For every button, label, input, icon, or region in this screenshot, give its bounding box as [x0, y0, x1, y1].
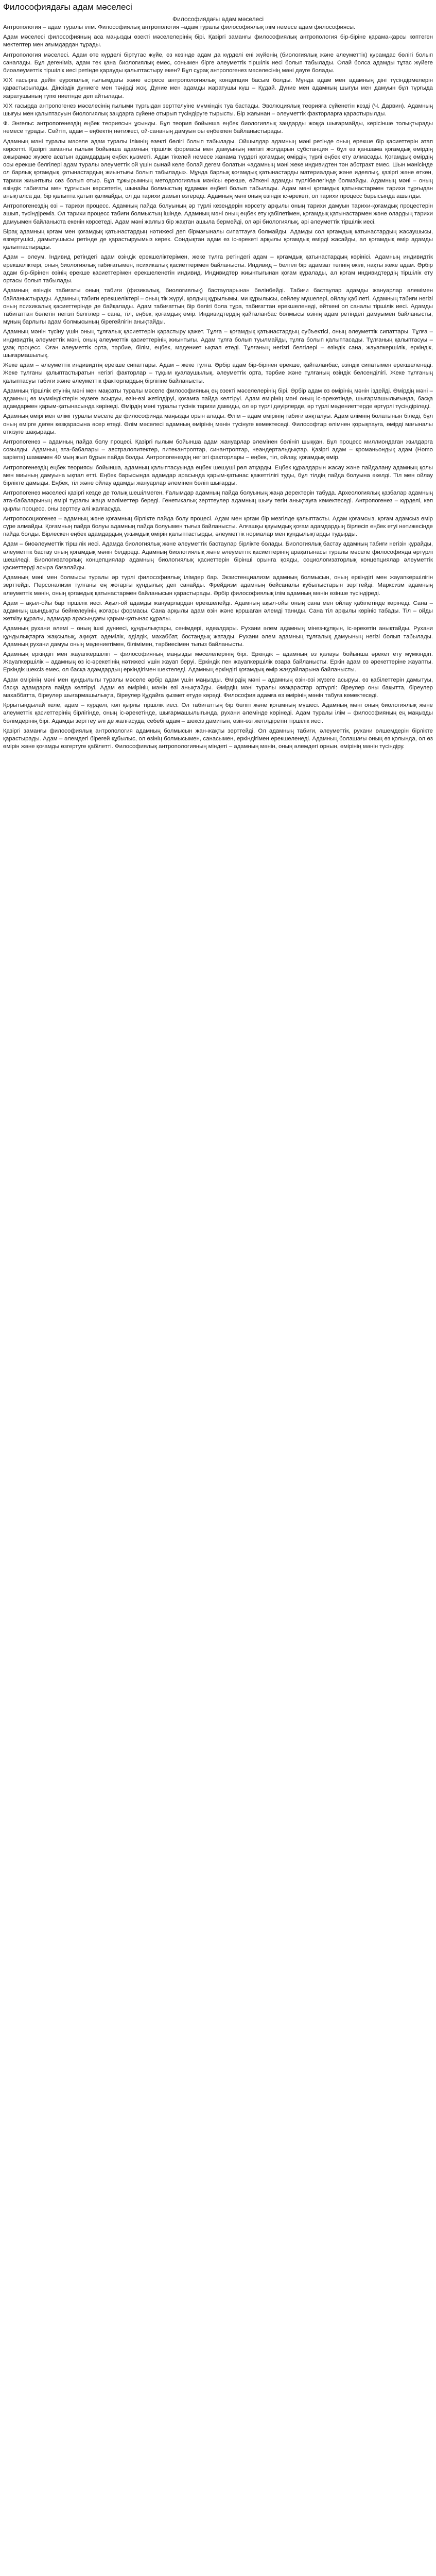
paragraph: Қорытындылай келе, адам – күрделі, көп қырлы тіршілік иесі. Ол табиғаттың бір бөлігі және қоғамның мүшесі. Адамның мәні оның биологиялық және әлеуметтік қасиеттерінің бірлігінде, оның іс-әрекетінде, шығармашылығында, рухани әлемінде көрінеді. Адам туралы ілім – философияның ең маңызды бөлімдерінің бірі. Адамды зерттеу әлі де жалғасуда, себебі адам – шексіз дамитын, өзін-өзі жетілдіретін тіршілік иесі. — [3, 702, 433, 724]
paragraph: Ф. Энгельс антропогенездің еңбек теориясын ұсынды. Бұл теория бойынша еңбек биологиялық заңдарды жоққа шығармайды, керісінше толықтырады немесе тұрады. Сөйтіп, адам – еңбектің нәтижесі, ой-сананың дамуын оы еңбекпен байланыстырады. — [3, 121, 433, 135]
document-subtitle: Философиядағы адам мәселесі — [172, 15, 264, 23]
paragraph: Антропогенездің еңбек теориясы бойынша, адамның қалыптасуында еңбек шешуші рөл атқарды. Еңбек құралдарын жасау және пайдалану адамның қолы мен миының дамуына ықпал етті. Еңбек барысында адамдар арасында қарым-қатынас қажеттілігі туды, бұл тілдің пайда болуына әкелді. Тіл мен ойлау бірлікте дамыды. Еңбек, тіл және ойлау адамды жануарлар әлемінен бөліп шығарды. — [3, 464, 433, 486]
paragraph: XIX ғасырға дейін еуропалық ғылымдағы және әсіресе антропологиялық концепция басым болды. Мұнда адам мен адамның діні түсіндірмелерін қарастырылады. Дінсіздік дүниеге мен тәңірді жоқ, Дүние мен адамды жаратушы күш – Құдай. Дүние мен адамның шығуы мен дамуын бұл тұрғыда жаратушының түпкі ниетінде деп айтылады. — [3, 77, 433, 99]
paragraph: Адамның мәні мен болмысы туралы әр түрлі философиялық ілімдер бар. Экзистенциализм адамның болмысын, оның еркіндігі мен жауапкершілігін зерттейді. Персонализм тұлғаны ең жоғарғы құндылық деп санайды. Фрейдизм адамның бейсаналы құбылыстарын зерттейді. Марксизм адамның әлеуметтік мәнін, оның қоғамдық қатынастармен байланысын қарастырады. Әрбір философиялық ілім адамның мәнін өзінше түсіндіреді. — [3, 574, 433, 597]
paragraph: Адам өмірінің мәні мен құндылығы туралы мәселе әрбір адам үшін маңызды. Өмірдің мәні – адамның өзін-өзі жүзеге асыруы, өз қабілеттерін дамытуы, басқа адамдарға пайда келтіруі. Адам өз өмірінің мәнін өзі анықтайды. Өмірдің мәні туралы көзқарастар әртүрлі: біреулер оны бақытта, біреулер махаббатта, біреулер шығармашылықта, біреулер Құдайға қызмет етуде көреді. Философия адамға өз өмірінің мәнін табуға көмектеседі. — [3, 676, 433, 699]
paragraph: Антропогенездің өзі – тарихи процесс. Адамның пайда болуының әр түрлі кезеңдерін көрсету арқылы оның тарихи дамуын тарихи-қоғамдық процестерін ашып, түсіндіреміз. Ол тарихи процесс табиғи болмыстың ішінде. Адамның мәні оның еңбек ету қабілетімен, қоғамдық қатынастармен және олардың тарихи дамуымен байланыста екенін көрсетеді. Адам мәні жалғыз бір жақтан ашыла бермейді, ол әрі биологиялық, әрі әлеуметтік тіршілік иесі. — [3, 203, 433, 225]
paragraph: Жеке адам – әлеуметтік индивидтің ерекше сипаттары. Адам – жеке тұлға. Әрбір адам бір-бірінен ерекше, қайталанбас, өзіндік сипатымен ерекшеленеді. Жеке тұлғаны қалыптастыратын негізгі факторлар – тұқым қуалаушылық, әлеуметтік орта, тәрбие және тұлғаның өзіндік белсенділігі. Жеке тұлғаның қалыптасуы табиғи және әлеуметтік факторлардың бірлігіне байланысты. — [3, 362, 433, 384]
page-title: Философиядағы адам мәселесі — [3, 2, 132, 12]
paragraph: Адам – өлеум. Індивид ретіндегі адам өзіндік ерекшеліктерімен, жеке тұлға ретіндегі адам – қоғамдық қатынастардың көрінісі. Адамның индивидтік ерекшеліктері, оның биологиялық табиғатымен, психикалық қасиеттерімен байланысты. Индивид – белгілі бір адамзат тегінің өкілі, нақты жеке адам. Әрбір адам бір-бірінен өзінің ерекше қасиеттерімен ерекшеленетін индивид. Индивидтер жиынтығынан қоғам құралады, ал қоғам индивидтердің тіршілік ету ортасы болып табылады. — [3, 254, 433, 284]
paragraph: Адамның тіршілік етуінің мәні мен мақсаты туралы мәселе философияның ең өзекті мәселелерінің бірі. Әрбір адам өз өмірінің мәнін іздейді. Өмірдің мәні – адамның өз мүмкіндіктерін жүзеге асыруы, өзін-өзі жетілдіруі, қоғамға пайда келтіруі. Адам өмірінің мәні оның іс-әрекетінде, шығармашылығында, басқа адамдармен қарым-қатынасында көрінеді. Өмірдің мәні туралы түсінік тарихи дамиды, ол әр түрлі дәуірлерде, әр түрлі мәдениеттерде әртүрлі түсіндіріледі. — [3, 387, 433, 410]
paragraph: Антропология – адам туралы ілім. Философиялық антропология –адам туралы философиялық ілім немесе адам философиясы. — [3, 24, 356, 30]
paragraph: Антропогенез – адамның пайда болу процесі. Қазіргі ғылым бойынша адам жануарлар әлемінен бөлініп шыққан. Бұл процесс миллиондаған жылдарға созылды. Адамның ата-бабалары – австралопитектер, питекантроптар, синантроптар, неандертальдықтар. Қазіргі адам – кроманьондық адам (Homo sapiens) шамамен 40 мың жыл бұрын пайда болды. Антропогенездің негізгі факторлары – еңбек, тіл, ойлау, қоғамдық өмір. — [3, 438, 433, 461]
paragraph: Адамның мәнін түсіну үшін оның тұлғалық қасиеттерін қарастыру қажет. Тұлға – қоғамдық қатынастардың субъектісі, оның әлеуметтік сипаттары. Тұлға – индивидтің әлеуметтік мәні, оның әлеуметтік қасиеттерінің жиынтығы. Адам тұлға болып туылмайды, тұлға болып қалыптасады. Тұлғаның қалыптасуы – ұзақ процесс. Оған әлеуметтік орта, тәрбие, білім, еңбек, мәдениет ықпал етеді. Тұлғаның негізгі белгілері – өзіндік сана, жауапкершілік, еркіндік, шығармашылық. — [3, 329, 433, 359]
paragraph: Адамның рухани әлемі – оның ішкі дүниесі, құндылықтары, сенімдері, идеалдары. Рухани әлем адамның мінез-құлқын, іс-әрекетін анықтайды. Рухани құндылықтарға жақсылық, ақиқат, әдемілік, әділдік, махаббат, бостандық жатады. Рухани әлем адамның тұлғалық дамуының негізі болып табылады. Адамның рухани дамуы оның мәдениетімен, білімімен, тәрбиесімен тығыз байланысты. — [3, 625, 433, 648]
paragraph: Бірақ адамның қоғам мен қоғамдық қатынастардың нәтижесі деп бірмағыналы сипаттауға болмайды. Адамды сол қоғамдық қатынастардың жасаушысы, өзгертушісі, дамытушысы ретінде де қарастыруымыз керек. Сондықтан адам өз іс-әрекеті арқылы қоғамдық өмірді жасайды, ал қоғамдық өмір адамды қалыптастырады. — [3, 228, 433, 251]
paragraph: Адамның еркіндігі мен жауапкершілігі – философияның маңызды мәселелерінің бірі. Еркіндік – адамның өз қалауы бойынша әрекет ету мүмкіндігі. Жауапкершілік – адамның өз іс-әрекетінің нәтижесі үшін жауап беруі. Еркіндік пен жауапкершілік өзара байланысты. Еркін адам өз әрекеттеріне жауапты. Еркіндік шексіз емес, ол басқа адамдардың еркіндігімен шектеледі. Адамның еркіндігі қоғамдық өмір жағдайларына байланысты. — [3, 651, 433, 673]
paragraph: Антропогенез мәселесі қазіргі кезде де толық шешілмеген. Ғалымдар адамның пайда болуының жаңа деректерін табуда. Археологиялық қазбалар адамның ата-бабаларының өмірі туралы жаңа мәліметтер береді. Генетикалық зерттеулер адамның шығу тегін анықтауға көмектеседі. Антропогенез – күрделі, көп қырлы процесс, оны зерттеу әлі жалғасуда. — [3, 490, 433, 512]
paragraph: Адамның өмірі мен өлімі туралы мәселе де философияда маңызды орын алады. Өлім – адам өмірінің табиғи аяқталуы. Адам өлімнің болатынын біледі, бұл оның өмірге деген көзқарасына әсер етеді. Өлім мәселесі адамның өмірінің мәнін түсінуге көмектеседі. Философтар өлімнен қорықпауға, өмірді мағыналы өткізуге шақырады. — [3, 413, 433, 435]
paragraph: Адам – биоәлеуметтік тіршілік иесі. Адамда биологиялық және әлеуметтік бастаулар бірлікте болады. Биологиялық бастау адамның табиғи негізін құрайды, әлеуметтік бастау оның қоғамдық мәнін білдіреді. Адамның биологиялық және әлеуметтік қасиеттерінің арақатынасы туралы мәселе философияда әртүрлі шешіледі. Биологизаторлық концепциялар адамның биологиялық қасиеттерін бірінші орынға қояды, социологизаторлық концепциялар әлеуметтік қасиеттерді асыра бағалайды. — [3, 541, 433, 571]
paragraph: Антропосоциогенез – адамның және қоғамның бірлікте пайда болу процесі. Адам мен қоғам бір мезгілде қалыптасты. Адам қоғамсыз, қоғам адамсыз өмір сүре алмайды. Қоғамның пайда болуы адамның пайда болуымен тығыз байланысты. Алғашқы қауымдық қоғам адамдардың бірлесіп еңбек етуі нәтижесінде пайда болды. Бірлескен еңбек адамдардың ұжымдық өмірін қалыптастырды, әлеуметтік нормалар мен құндылықтарды тудырды. — [3, 515, 433, 538]
document-body — [3, 24, 433, 751]
paragraph: Адамның мәні туралы мәселе адам туралы ілімнің өзекті бөлігі болып табылады. Ойшылдар адамның мәні ретінде оның ерекше бір қасиеттерін атап көрсетті. Қазіргі заманғы ғылым бойынша адамның тіршілік формасы мен дамуының негізгі жолдарын сұбстанция – бұл өз қаншама қоғамдық өмірдің ажырамас жүзеге асатын адамдардың еңбек қызметі. Адам тікелей немесе жанама түрдегі қоғамдық өмірдің түрлі еңбек ету алмасады. Қоғамдық өмірдің осы ерекше белгілері адам туралы әлеуметтік ой үшін сынай келе болай дегем болатын «адамның мәні жеке индивидтен тән абстракт емес. Шын мәнісінде ол барлық қоғамдық қатынастардың жиынтығы болып табылады». Мұнда барлық қоғамдық қатынастарды материалдық және идеялық, қазіргі және өткен, тарихи жиынтығы сөз болып отыр. Бұл тұжырымның методологиялық мәнісы ерекше, өйткені адамды түрлібөлегінде болмайды. Адамның мәні – оның өзіндік табиғаты мен тұрғысын көрсететін, шынайы болмыстың құдаман еңбегі болып табылады. Адам мәні қоғамдық қатынастармен тарихи тұрғыдан анықталса да, бір қалыпта қатып қалмайды, ол да тарихи дамып өзгереді. Адамның мәні оның өзіндік іс-әрекеті, ол тарихи процесс барысында ашылды. — [3, 138, 433, 200]
paragraph: Антропология мәселесі. Адам өте күрделі біртұтас жүйе, өз кезінде адам да күрделі ені жүйенің (биологиялық және әлеуметтік) құрамдас бөлігі болып саналады. Бұл дегеніміз, адам тек қана биологиялық емес, сонымен бірге әлеуметтік тіршілік иесі болып табылады. Олай болса адамды тұтас жүйеге биоәлеуметтік тіршілік иесі ретінде қарауды қалыптастыру екен? Бұл сұрақ антропогенез мәселесінің мәні дәуге болады. — [3, 52, 433, 74]
paragraph: Қазіргі заманғы философиялық антропология адамның болмысын жан-жақты зерттейді. Ол адамның табиғи, әлеуметтік, рухани өлшемдерін бірлікте қарастырады. Адам – әлемдегі бірегей құбылыс, ол өзінің болмысымен, санасымен, еркіндігімен ерекшеленеді. Адамның болашағы оның өз қолында, ол өз өмірін және қоғамды өзгертуге қабілетті. Философиялық антропологияның міндеті – адамның мәнін, оның әлемдегі орнын, өмірінің мәнін түсіндіру. — [3, 727, 433, 750]
paragraph: Адамның өзіндік табиғаты оның табиғи (физикалық, биологиялық) бастауларынан бөлінбейді. Табиғи бастаулар адамды жануарлар әлемімен байланыстырады. Адамның табиғи ерекшеліктері – оның тік жүруі, қолдың құрылымы, ми құрылысы, сөйлеу мүшелері, ойлау қабілеті. Адамның табиғи негізі оның психикалық қасиеттерінде де байқалады. Адам табиғаттың бір бөлігі бола тұра, табиғаттан ерекшеленеді, өйткені ол саналы тіршілік иесі. Адамды табиғаттан бөлетін негізгі белгілер – сана, тіл, еңбек, қоғамдық өмір. Индивидтердің қайталанбас болмысы өзінің адам ретіндегі дамуымен байланысты, мұның барлығы адам болмысының бірегейлігін анықтайды. — [3, 287, 433, 326]
paragraph: Адам мәселесі философияның аса маңызды өзекті мәселелерінің бірі. Қазіргі заманғы философиялық антропология бір-біріне қарама-қарсы көптеген мектептер мен ағымдардан тұрады. — [3, 34, 433, 48]
paragraph: Адам – ақыл-ойы бар тіршілік иесі. Ақыл-ой адамды жануарлардан ерекшелейді. Адамның ақыл-ойы оның сана мен ойлау қабілетінде көрінеді. Сана – адамның шындықты бейнелеуінің жоғары формасы. Сана арқылы адам өзін және қоршаған әлемді таниды. Сана тіл арқылы көрініс табады. Тіл – ойды жеткізу құралы, адамдар арасындағы қарым-қатынас құралы. — [3, 600, 433, 622]
paragraph: XIX ғасырда антропогенез мәселесінің ғылыми тұрғыдан зерттелуіне мүмкіндік туа бастады. Эволюциялық теорияға сүйенетін кезді (Ч. Дарвин). Адамның шығуы мен қалыптасуын биологиялық заңдарға сүйене отырып түсіндіруге тырысты. Бір жағынан – әлеуметтік факторларға қарастырылды. — [3, 103, 433, 117]
